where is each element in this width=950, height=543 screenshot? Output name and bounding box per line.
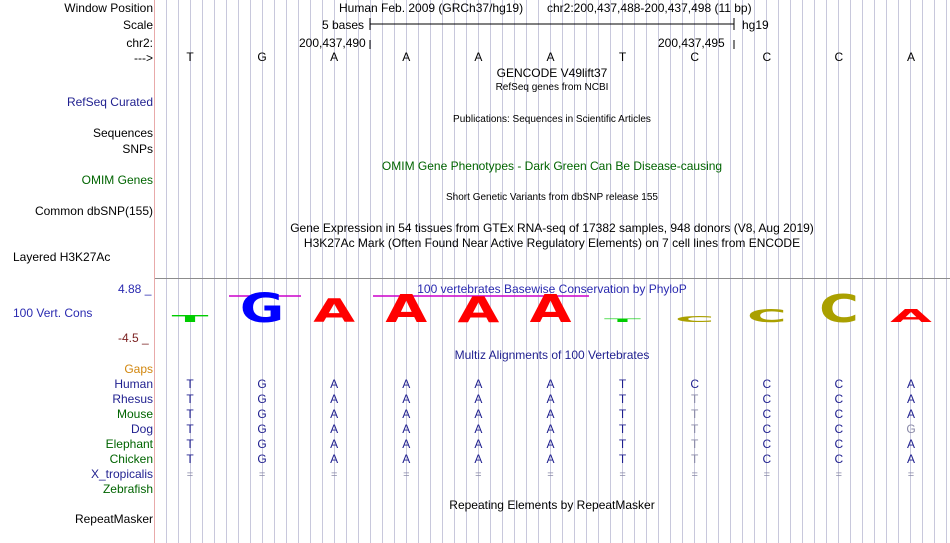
alignment-base: = [907,469,915,481]
alignment-base: G [257,452,267,466]
cons-logo-letter: A [890,305,932,326]
alignment-base: A [546,407,555,421]
alignment-base: = [619,469,626,481]
species-label: Elephant [105,437,153,451]
alignment-base: T [186,377,194,391]
alignment-base: A [546,437,555,451]
db-text: hg19 [742,18,769,32]
alignment-base: A [906,437,915,451]
repeat-label[interactable]: RepeatMasker [74,512,153,526]
alignment-base: T [186,437,194,451]
alignment-base: C [762,452,772,466]
cons-max-label: 4.88 _ [118,282,152,296]
omim-label[interactable]: OMIM Genes [81,173,153,187]
alignment-base: = [835,469,843,481]
arrow-label: ---> [134,51,153,65]
gtex-track-title[interactable]: Gene Expression in 54 tissues from GTEx RNA-seq of 17382 samples, 948 donors (V8, Aug 2019) [290,221,814,235]
coord-right: 200,437,495 [658,36,725,50]
publications-track-title[interactable]: Publications: Sequences in Scientific Articles [453,114,651,125]
sequence-base: A [906,50,915,64]
alignment-base: A [402,407,411,421]
species-label: Zebrafish [102,482,153,496]
alignment-base: T [691,452,699,466]
gaps-label: Gaps [124,362,153,376]
alignment-base: T [691,437,699,451]
alignment-base: A [546,377,555,391]
omim-track-title[interactable]: OMIM Gene Phenotypes - Dark Green Can Be Disease-causing [381,159,723,173]
alignment-base: G [257,392,267,406]
alignment-base: T [186,407,194,421]
alignment-base: A [546,422,555,436]
alignment-base: A [474,437,483,451]
alignment-base: A [474,452,483,466]
alignment-base: T [618,407,627,421]
cons-logo-letter: T [604,318,642,324]
chrom-label: chr2: [126,36,153,50]
refseq-label[interactable]: RefSeq Curated [66,95,153,109]
alignment-base: G [257,422,267,436]
alignment-base: A [330,422,339,436]
repeat-track-title[interactable]: Repeating Elements by RepeatMasker [449,498,655,512]
alignment-base: T [691,392,699,406]
alignment-base: A [474,422,483,436]
alignment-base: A [474,377,483,391]
species-label: Mouse [116,407,153,421]
alignment-base: C [762,407,772,421]
scale-text: 5 bases [322,18,365,32]
cons-logo-letter: A [529,287,572,326]
sequence-base: A [474,50,483,64]
alignment-base: C [762,437,772,451]
alignment-base: A [906,452,915,466]
dbsnp-label[interactable]: Common dbSNP(155) [34,204,153,218]
alignment-base: A [330,392,339,406]
alignment-base: C [762,422,772,436]
alignment-base: = [475,469,482,481]
window-position-label: Window Position [64,1,153,15]
alignment-base: T [186,452,194,466]
cons-logo-letter: A [313,293,356,326]
alignment-base: G [906,422,916,436]
cons-logo-letter: T [171,312,209,325]
alignment-base: A [906,392,915,406]
conservation-logo [0,280,950,326]
multiz-track-title[interactable]: Multiz Alignments of 100 Vertebrates [454,348,650,362]
cons-logo-letter: C [674,314,715,325]
species-label: X_tropicalis [90,467,153,481]
alignment-base: C [834,422,844,436]
species-label: Dog [130,422,153,436]
alignment-base: G [257,377,267,391]
alignment-base: A [330,407,339,421]
alignment-base: A [402,392,411,406]
alignment-base: A [906,377,915,391]
alignment-base: C [834,392,844,406]
coord-left: 200,437,490 [299,36,366,50]
cons-track-title[interactable]: 100 vertebrates Basewise Conservation by PhyloP [417,282,687,296]
alignment-base: = [547,469,554,481]
alignment-base: A [330,437,339,451]
cons-logo-letter: A [385,287,428,326]
cons-logo-letter: G [239,285,285,326]
alignment-base: T [186,422,194,436]
alignment-base: C [834,452,844,466]
alignment-base: T [618,437,627,451]
alignment-base: T [618,452,627,466]
gencode-track-title[interactable]: GENCODE V49lift37 [496,66,608,80]
alignment-base: A [402,452,411,466]
sequence-base: C [690,50,700,64]
sequence-base: A [546,50,555,64]
species-label: Rhesus [112,392,153,406]
alignment-base: A [330,452,339,466]
sequences-label[interactable]: Sequences [92,126,153,140]
h3k27ac-label[interactable]: Layered H3K27Ac [13,250,111,264]
cons-logo-letter: C [746,305,787,326]
alignment-base: A [402,422,411,436]
alignment-base: T [618,392,627,406]
alignment-base: = [403,469,410,481]
species-label: Chicken [109,452,153,466]
alignment-base: T [691,422,699,436]
alignment-base: A [906,407,915,421]
alignment-base: C [762,392,772,406]
sequence-base: A [402,50,411,64]
refseq-track-subtitle: RefSeq genes from NCBI [495,82,609,93]
alignment-base: A [402,437,411,451]
alignment-base: G [257,407,267,421]
h3k27ac-track-title[interactable]: H3K27Ac Mark (Often Found Near Active Regulatory Elements) on 7 cell lines from ENCODE [303,236,801,250]
assembly-text: Human Feb. 2009 (GRCh37/hg19) [339,1,524,15]
sequence-base: T [186,50,194,64]
alignment-base: A [474,407,483,421]
sequence-base: C [762,50,772,64]
alignment-base: T [186,392,194,406]
scale-label: Scale [122,18,153,32]
snps-label[interactable]: SNPs [122,142,153,156]
sequence-base: G [257,50,267,64]
cons-label[interactable]: 100 Vert. Cons [13,306,93,320]
sequence-base: C [834,50,844,64]
alignment-base: A [546,392,555,406]
cons-logo-letter: A [457,288,500,326]
alignment-base: T [691,407,699,421]
alignment-base: A [546,452,555,466]
alignment-base: = [691,469,698,481]
alignment-base: T [618,377,627,391]
alignment-base: = [330,469,338,481]
alignment-base: = [186,469,194,481]
alignment-base: T [618,422,627,436]
cons-min-label: -4.5 _ [118,331,149,345]
sequence-base: T [618,50,627,64]
alignment-base: C [834,377,844,391]
species-label: Human [114,377,153,391]
alignment-base: A [474,392,483,406]
alignment-base: C [762,377,772,391]
position-text[interactable]: chr2:200,437,488-200,437,498 (11 bp) [547,1,752,15]
sequence-base: A [330,50,339,64]
alignment-base: = [763,469,771,481]
alignment-base: A [402,377,411,391]
dbsnp-track-title[interactable]: Short Genetic Variants from dbSNP release 155 [446,192,658,203]
cons-logo-letter: C [819,287,859,326]
alignment-base: C [690,377,700,391]
alignment-base: G [257,437,267,451]
alignment-base: A [330,377,339,391]
alignment-base: = [258,469,266,481]
alignment-base: C [834,437,844,451]
alignment-base: C [834,407,844,421]
